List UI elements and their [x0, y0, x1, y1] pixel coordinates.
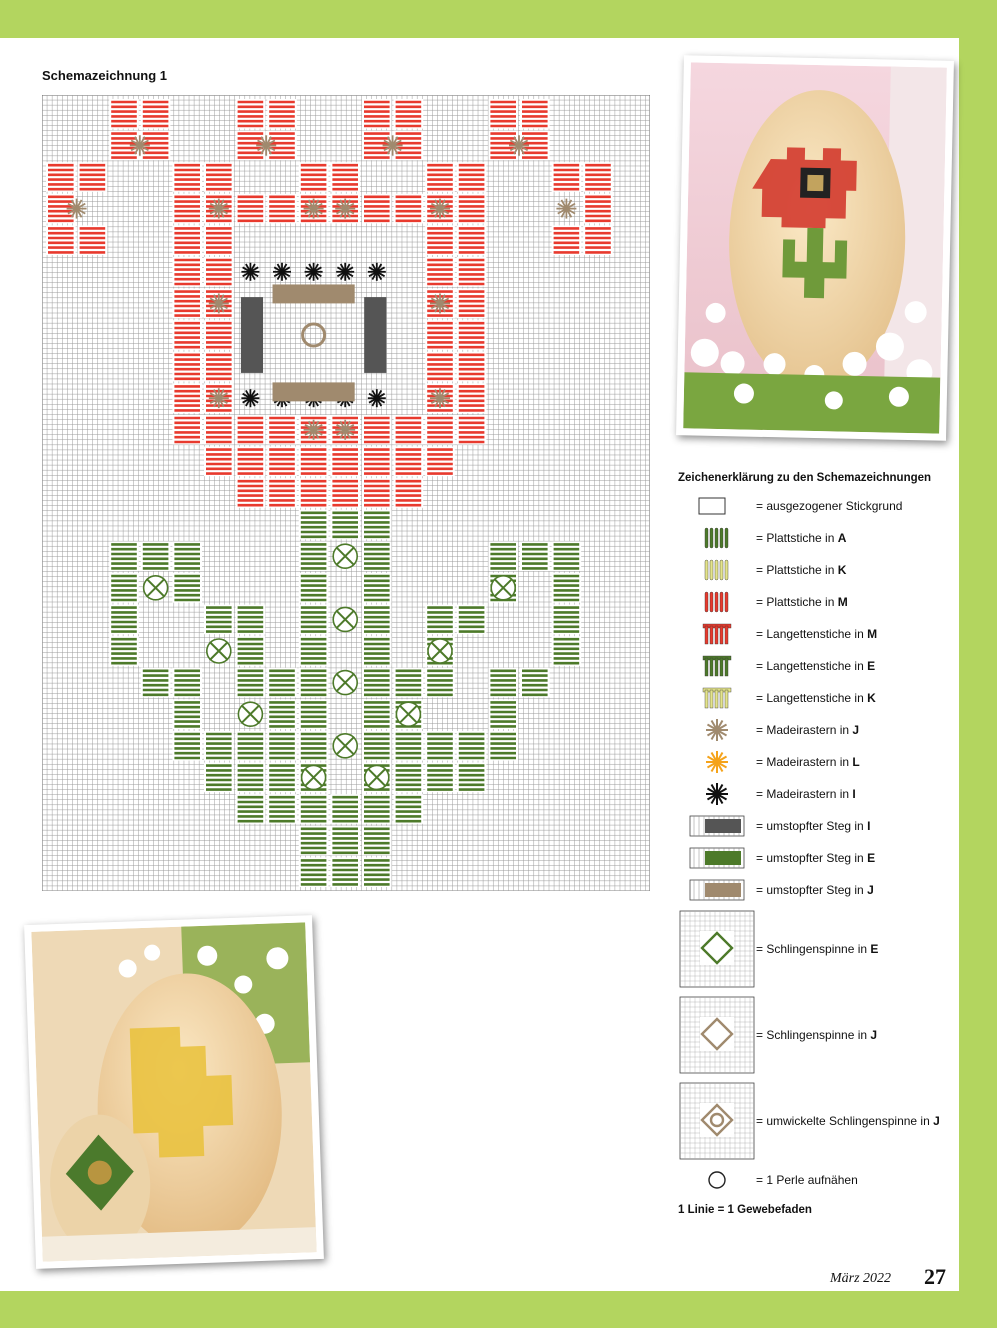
green-satin-block	[362, 826, 392, 856]
issue-date: März 2022	[830, 1271, 892, 1286]
legend-item	[678, 906, 953, 992]
red-satin-block	[204, 162, 234, 192]
red-satin-block	[46, 225, 76, 255]
green-satin-block	[299, 636, 329, 666]
red-satin-block	[583, 162, 613, 192]
red-satin-block	[236, 447, 266, 477]
star-icon	[678, 716, 756, 744]
green-satin-block	[488, 699, 518, 729]
buttonhole-stitch-icon	[678, 620, 756, 648]
green-satin-block	[141, 668, 171, 698]
green-satin-block	[109, 541, 139, 571]
red-satin-block	[172, 415, 202, 445]
green-satin-block	[362, 573, 392, 603]
red-satin-block	[236, 99, 266, 129]
green-satin-block	[362, 668, 392, 698]
green-satin-block	[267, 794, 297, 824]
legend-list	[678, 490, 953, 1196]
red-satin-block	[46, 162, 76, 192]
loop-spider-green	[365, 765, 389, 789]
legend-footnote: 1 Linie = 1 Gewebefaden	[678, 1204, 812, 1216]
legend-item-label: = Plattstiche in K	[756, 562, 847, 577]
red-satin-block	[204, 257, 234, 287]
green-satin-block	[552, 541, 582, 571]
red-satin-block	[172, 289, 202, 319]
red-satin-block	[109, 99, 139, 129]
green-satin-block	[362, 731, 392, 761]
red-satin-block	[172, 225, 202, 255]
green-satin-block	[362, 541, 392, 571]
red-satin-block	[457, 194, 487, 224]
red-satin-block	[236, 415, 266, 445]
legend-item	[678, 1078, 953, 1164]
green-satin-block	[267, 668, 297, 698]
green-satin-block	[425, 763, 455, 793]
loop-spider-green	[144, 576, 168, 600]
legend-item-thread-letter: E	[867, 658, 876, 673]
red-satin-block	[457, 162, 487, 192]
green-satin-block	[299, 605, 329, 635]
legend-item-label: = Langettenstiche in M	[756, 626, 878, 641]
red-satin-block	[394, 478, 424, 508]
loop-spider-green	[238, 702, 262, 726]
green-satin-block	[330, 794, 360, 824]
green-satin-block	[394, 794, 424, 824]
loop-spider-green	[333, 734, 357, 758]
red-satin-block	[267, 194, 297, 224]
red-satin-block	[488, 99, 518, 129]
green-satin-block	[172, 573, 202, 603]
green-satin-block	[299, 794, 329, 824]
green-satin-block	[299, 826, 329, 856]
legend-item	[678, 874, 953, 906]
green-satin-block	[299, 573, 329, 603]
green-satin-block	[457, 763, 487, 793]
legend-item-thread-letter: I	[867, 818, 871, 833]
legend-item-label: = Madeirastern in J	[756, 722, 860, 737]
legend-item-thread-letter: E	[870, 941, 879, 956]
legend-item	[678, 650, 953, 682]
legend-item	[678, 842, 953, 874]
green-satin-block	[362, 857, 392, 887]
woven-bar-icon	[678, 844, 756, 872]
green-satin-block	[362, 605, 392, 635]
green-satin-block	[299, 668, 329, 698]
buttonhole-stitch-icon	[678, 684, 756, 712]
green-satin-block	[488, 541, 518, 571]
green-satin-block	[394, 763, 424, 793]
red-satin-block	[172, 320, 202, 350]
legend-item	[678, 992, 953, 1078]
green-satin-block	[299, 699, 329, 729]
green-satin-block	[552, 636, 582, 666]
loop-spider-icon	[678, 909, 756, 989]
legend-item-label: = Schlingenspinne in E	[756, 941, 879, 956]
red-satin-block	[362, 478, 392, 508]
red-satin-block	[394, 99, 424, 129]
legend-item-label: = Madeirastern in I	[756, 786, 856, 801]
loop-spider-green	[333, 671, 357, 695]
red-satin-block	[330, 162, 360, 192]
green-satin-block	[425, 731, 455, 761]
legend-item	[678, 810, 953, 842]
green-satin-block	[267, 763, 297, 793]
loop-spider-green	[302, 765, 326, 789]
legend-item-label: = 1 Perle aufnähen	[756, 1172, 858, 1187]
wrapped-spider-icon	[678, 1081, 756, 1161]
legend-item-thread-letter: K	[867, 690, 876, 705]
red-satin-block	[425, 415, 455, 445]
red-satin-block	[520, 99, 550, 129]
red-satin-block	[204, 320, 234, 350]
legend-item	[678, 522, 953, 554]
green-satin-block	[236, 605, 266, 635]
red-satin-block	[425, 320, 455, 350]
chart-title: Schemazeichnung 1	[42, 68, 167, 83]
legend-item-label: = Schlingenspinne in J	[756, 1027, 878, 1042]
red-satin-block	[457, 289, 487, 319]
red-satin-block	[204, 447, 234, 477]
green-satin-block	[172, 541, 202, 571]
red-satin-block	[299, 447, 329, 477]
green-satin-block	[204, 731, 234, 761]
bead-circle-icon	[678, 1166, 756, 1194]
legend-item	[678, 746, 953, 778]
green-satin-block	[394, 731, 424, 761]
legend-item-thread-letter: E	[867, 850, 876, 865]
red-satin-block	[362, 415, 392, 445]
red-satin-block	[267, 415, 297, 445]
red-satin-block	[552, 162, 582, 192]
empty-square-icon	[678, 492, 756, 520]
green-satin-block	[425, 605, 455, 635]
red-satin-block	[457, 415, 487, 445]
woven-bar-icon	[678, 812, 756, 840]
green-satin-block	[362, 699, 392, 729]
egg-candles-yellow-embroidery-photo	[31, 922, 316, 1261]
green-satin-block	[299, 510, 329, 540]
loop-spider-green	[207, 639, 231, 663]
red-satin-block	[457, 257, 487, 287]
red-satin-block	[394, 194, 424, 224]
legend-item-label: = umstopfter Steg in I	[756, 818, 871, 833]
satin-stitch-icon	[678, 524, 756, 552]
loop-spider-green	[333, 544, 357, 568]
green-satin-block	[552, 573, 582, 603]
buttonhole-stitch-icon	[678, 652, 756, 680]
legend-item-label: = Langettenstiche in K	[756, 690, 876, 705]
loop-spider-green	[333, 607, 357, 631]
red-satin-block	[362, 447, 392, 477]
green-satin-block	[488, 668, 518, 698]
green-satin-block	[172, 668, 202, 698]
red-satin-block	[425, 257, 455, 287]
legend-item-thread-letter: J	[867, 882, 874, 897]
egg-candle-photo-1	[676, 55, 954, 441]
green-satin-block	[299, 857, 329, 887]
legend-item	[678, 554, 953, 586]
red-satin-block	[362, 99, 392, 129]
green-satin-block	[425, 668, 455, 698]
red-satin-block	[552, 225, 582, 255]
embroidery-chart	[42, 95, 650, 891]
red-satin-block	[583, 225, 613, 255]
satin-stitch-icon	[678, 588, 756, 616]
red-satin-block	[425, 352, 455, 382]
red-satin-block	[204, 225, 234, 255]
green-satin-block	[236, 731, 266, 761]
red-satin-block	[172, 257, 202, 287]
green-satin-block	[330, 857, 360, 887]
page-number: 27	[924, 1264, 946, 1289]
red-satin-block	[362, 194, 392, 224]
red-satin-block	[267, 447, 297, 477]
red-satin-block	[78, 225, 108, 255]
green-satin-block	[457, 605, 487, 635]
loop-spider-green	[491, 576, 515, 600]
red-satin-block	[172, 383, 202, 413]
green-satin-block	[362, 794, 392, 824]
green-satin-block	[236, 668, 266, 698]
red-satin-block	[425, 447, 455, 477]
red-satin-block	[425, 162, 455, 192]
red-satin-block	[457, 225, 487, 255]
green-satin-block	[172, 699, 202, 729]
green-satin-block	[330, 826, 360, 856]
green-satin-block	[236, 794, 266, 824]
red-satin-block	[236, 194, 266, 224]
red-satin-block	[583, 194, 613, 224]
egg-candle-photo-2	[24, 915, 324, 1269]
green-satin-block	[141, 541, 171, 571]
star-icon	[678, 748, 756, 776]
green-satin-block	[394, 668, 424, 698]
green-satin-block	[172, 731, 202, 761]
green-satin-block	[236, 763, 266, 793]
red-satin-block	[299, 162, 329, 192]
star-icon	[678, 780, 756, 808]
legend-item-thread-letter: M	[837, 594, 848, 609]
red-satin-block	[330, 447, 360, 477]
legend-item-label: = Plattstiche in M	[756, 594, 848, 609]
legend-item-thread-letter: J	[870, 1027, 878, 1042]
legend-item	[678, 682, 953, 714]
legend-item-thread-letter: I	[852, 786, 856, 801]
green-satin-block	[457, 731, 487, 761]
red-satin-block	[172, 352, 202, 382]
legend-item	[678, 778, 953, 810]
red-satin-block	[267, 478, 297, 508]
red-satin-block	[394, 415, 424, 445]
legend-item	[678, 490, 953, 522]
loop-spider-green	[428, 639, 452, 663]
green-satin-block	[362, 636, 392, 666]
legend-item-label: = Langettenstiche in E	[756, 658, 876, 673]
legend-item	[678, 1164, 953, 1196]
legend-item	[678, 618, 953, 650]
red-satin-block	[394, 447, 424, 477]
green-satin-block	[330, 510, 360, 540]
green-satin-block	[267, 731, 297, 761]
red-satin-block	[425, 225, 455, 255]
green-satin-block	[204, 763, 234, 793]
loop-spider-green	[396, 702, 420, 726]
legend-item-thread-letter: L	[852, 754, 860, 769]
green-satin-block	[109, 605, 139, 635]
legend-item-label: = umstopfter Steg in E	[756, 850, 876, 865]
red-satin-block	[267, 99, 297, 129]
legend-item-label: = Madeirastern in L	[756, 754, 860, 769]
green-satin-block	[109, 573, 139, 603]
satin-stitch-icon	[678, 556, 756, 584]
green-satin-block	[362, 510, 392, 540]
legend-item	[678, 714, 953, 746]
red-satin-block	[204, 352, 234, 382]
legend-item-label: = umstopfter Steg in J	[756, 882, 874, 897]
red-satin-block	[141, 99, 171, 129]
green-satin-block	[299, 731, 329, 761]
legend-item-label: = umwickelte Schlingenspinne in J	[756, 1113, 940, 1128]
green-satin-block	[520, 668, 550, 698]
loop-spider-icon	[678, 995, 756, 1075]
green-satin-block	[267, 699, 297, 729]
green-satin-block	[520, 541, 550, 571]
legend-item-label: = Plattstiche in A	[756, 530, 847, 545]
green-satin-block	[552, 605, 582, 635]
egg-candle-red-tulip-photo	[683, 62, 947, 433]
red-satin-block	[330, 478, 360, 508]
legend-item-thread-letter: A	[837, 530, 847, 545]
legend-item-thread-letter: J	[852, 722, 860, 737]
legend-item-thread-letter: J	[933, 1113, 940, 1128]
green-satin-block	[236, 636, 266, 666]
green-satin-block	[488, 731, 518, 761]
green-satin-block	[204, 605, 234, 635]
green-satin-block	[299, 541, 329, 571]
legend-item-thread-letter: K	[837, 562, 847, 577]
red-satin-block	[204, 415, 234, 445]
red-satin-block	[236, 478, 266, 508]
red-satin-block	[457, 320, 487, 350]
legend-item-thread-letter: M	[867, 626, 878, 641]
red-satin-block	[457, 352, 487, 382]
red-satin-block	[172, 162, 202, 192]
legend-heading: Zeichenerklärung zu den Schemazeichnungen	[678, 472, 932, 484]
legend	[678, 472, 953, 1216]
red-satin-block	[457, 383, 487, 413]
red-satin-block	[78, 162, 108, 192]
legend-item	[678, 586, 953, 618]
woven-bar-icon	[678, 876, 756, 904]
red-satin-block	[299, 478, 329, 508]
red-satin-block	[172, 194, 202, 224]
green-satin-block	[109, 636, 139, 666]
legend-item-label: = ausgezogener Stickgrund	[756, 498, 903, 513]
